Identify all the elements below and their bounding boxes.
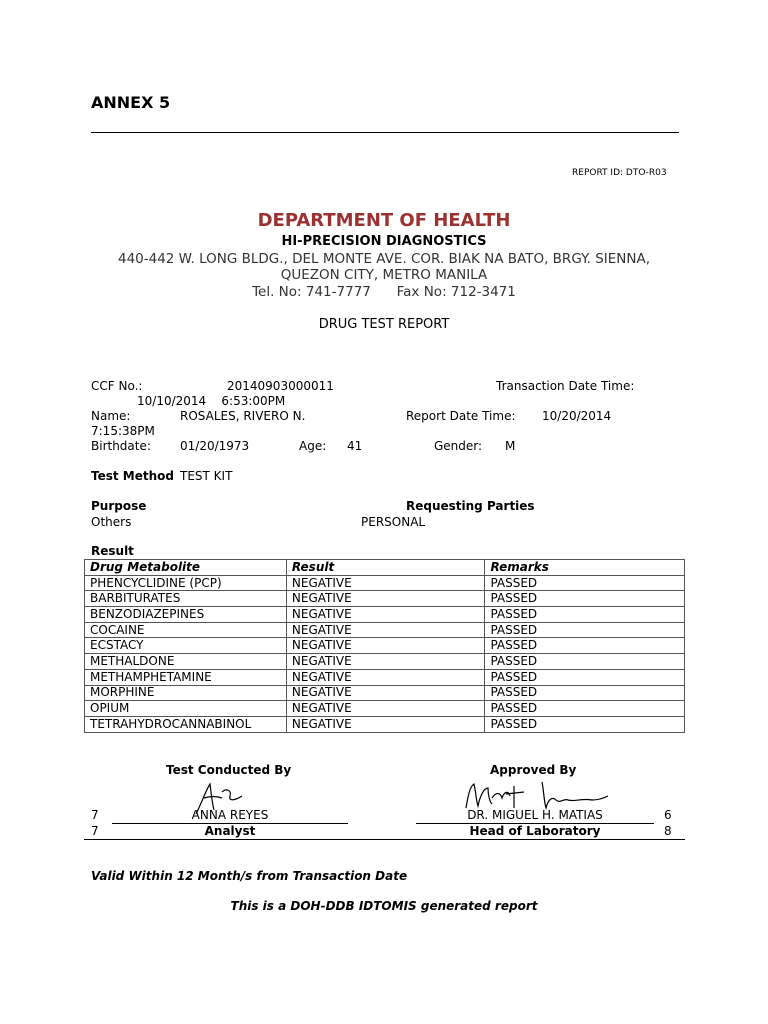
remarks-cell: PASSED — [485, 654, 685, 670]
drug-cell: METHALDONE — [85, 654, 287, 670]
gender-value: M — [505, 439, 516, 453]
drug-cell: METHAMPHETAMINE — [85, 669, 287, 685]
contact-line: Tel. No: 741-7777 Fax No: 712-3471 — [252, 284, 516, 300]
age-value: 41 — [347, 439, 363, 453]
drug-cell: BENZODIAZEPINES — [85, 607, 287, 623]
report-id: REPORT ID: DTO-R03 — [572, 168, 667, 178]
requesting-label: Requesting Parties — [406, 499, 535, 513]
test-method-value: TEST KIT — [180, 469, 233, 483]
table-row — [85, 701, 685, 717]
remarks-cell: PASSED — [485, 622, 685, 638]
drug-cell: OPIUM — [85, 701, 287, 717]
remarks-cell: PASSED — [485, 701, 685, 717]
ccf-label: CCF No.: — [91, 379, 143, 393]
transaction-value: 10/10/2014 6:53:00PM — [137, 394, 286, 408]
remarks-cell: PASSED — [485, 607, 685, 623]
transaction-label: Transaction Date Time: — [496, 379, 635, 393]
left-number-top: 7 — [91, 808, 99, 822]
table-row — [85, 638, 685, 654]
analyst-name: ANNA REYES — [191, 808, 269, 822]
address-line-1: 440-442 W. LONG BLDG., DEL MONTE AVE. COR. BIAK NA BATO, BRGY. SIENNA, — [117, 251, 651, 267]
remarks-cell: PASSED — [485, 716, 685, 732]
approved-by-label: Approved By — [490, 763, 577, 777]
results-table — [84, 559, 685, 733]
result-cell: NEGATIVE — [286, 607, 485, 623]
result-cell: NEGATIVE — [286, 716, 485, 732]
report-date-label: Report Date Time: — [406, 409, 516, 423]
name-value: ROSALES, RIVERO N. — [180, 409, 306, 423]
department-title: DEPARTMENT OF HEALTH — [257, 210, 511, 231]
column-header: Drug Metabolite — [85, 560, 287, 576]
generated-note: This is a DOH-DDB IDTOMIS generated report — [230, 899, 538, 913]
table-row — [85, 575, 685, 591]
table-row — [85, 591, 685, 607]
result-cell: NEGATIVE — [286, 669, 485, 685]
result-heading: Result — [91, 544, 134, 558]
ccf-value: 20140903000011 — [227, 379, 334, 393]
age-label: Age: — [299, 439, 327, 453]
report-time-value: 7:15:38PM — [91, 424, 155, 438]
remarks-cell: PASSED — [485, 591, 685, 607]
table-header-row — [85, 560, 685, 576]
table-row — [85, 716, 685, 732]
document-title: DRUG TEST REPORT — [318, 317, 450, 332]
purpose-value: Others — [91, 515, 132, 529]
table-row — [85, 685, 685, 701]
result-cell: NEGATIVE — [286, 638, 485, 654]
gender-label: Gender: — [434, 439, 483, 453]
lab-name: HI-PRECISION DIAGNOSTICS — [281, 234, 487, 249]
result-cell: NEGATIVE — [286, 654, 485, 670]
remarks-cell: PASSED — [485, 575, 685, 591]
remarks-cell: PASSED — [485, 685, 685, 701]
result-cell: NEGATIVE — [286, 622, 485, 638]
result-cell: NEGATIVE — [286, 575, 485, 591]
table-row — [85, 654, 685, 670]
head-title: Head of Laboratory — [469, 824, 601, 838]
birthdate-value: 01/20/1973 — [180, 439, 250, 453]
drug-cell: MORPHINE — [85, 685, 287, 701]
table-row — [85, 622, 685, 638]
result-cell: NEGATIVE — [286, 685, 485, 701]
annex-label: ANNEX 5 — [91, 93, 171, 112]
column-header: Remarks — [485, 560, 685, 576]
drug-cell: COCAINE — [85, 622, 287, 638]
drug-cell: ECSTACY — [85, 638, 287, 654]
column-header: Result — [286, 560, 485, 576]
birthdate-label: Birthdate: — [91, 439, 151, 453]
purpose-label: Purpose — [91, 499, 147, 513]
test-method-label: Test Method — [91, 469, 174, 483]
result-cell: NEGATIVE — [286, 701, 485, 717]
table-row — [85, 669, 685, 685]
conducted-by-label: Test Conducted By — [166, 763, 292, 777]
right-number-bottom: 8 — [664, 824, 672, 838]
validity-note: Valid Within 12 Month/s from Transaction Date — [91, 869, 408, 883]
address-line-2: QUEZON CITY, METRO MANILA — [280, 267, 488, 283]
requesting-value: PERSONAL — [361, 515, 426, 529]
remarks-cell: PASSED — [485, 638, 685, 654]
header-divider — [91, 132, 679, 133]
left-number-bottom: 7 — [91, 824, 99, 838]
drug-cell: PHENCYCLIDINE (PCP) — [85, 575, 287, 591]
drug-cell: TETRAHYDROCANNABINOL — [85, 716, 287, 732]
report-date-value: 10/20/2014 — [542, 409, 612, 423]
name-label: Name: — [91, 409, 131, 423]
drug-cell: BARBITURATES — [85, 591, 287, 607]
signature-divider — [84, 839, 685, 840]
remarks-cell: PASSED — [485, 669, 685, 685]
right-number-top: 6 — [664, 808, 672, 822]
head-name: DR. MIGUEL H. MATIAS — [467, 808, 603, 822]
table-row — [85, 607, 685, 623]
analyst-title: Analyst — [204, 824, 256, 838]
result-cell: NEGATIVE — [286, 591, 485, 607]
